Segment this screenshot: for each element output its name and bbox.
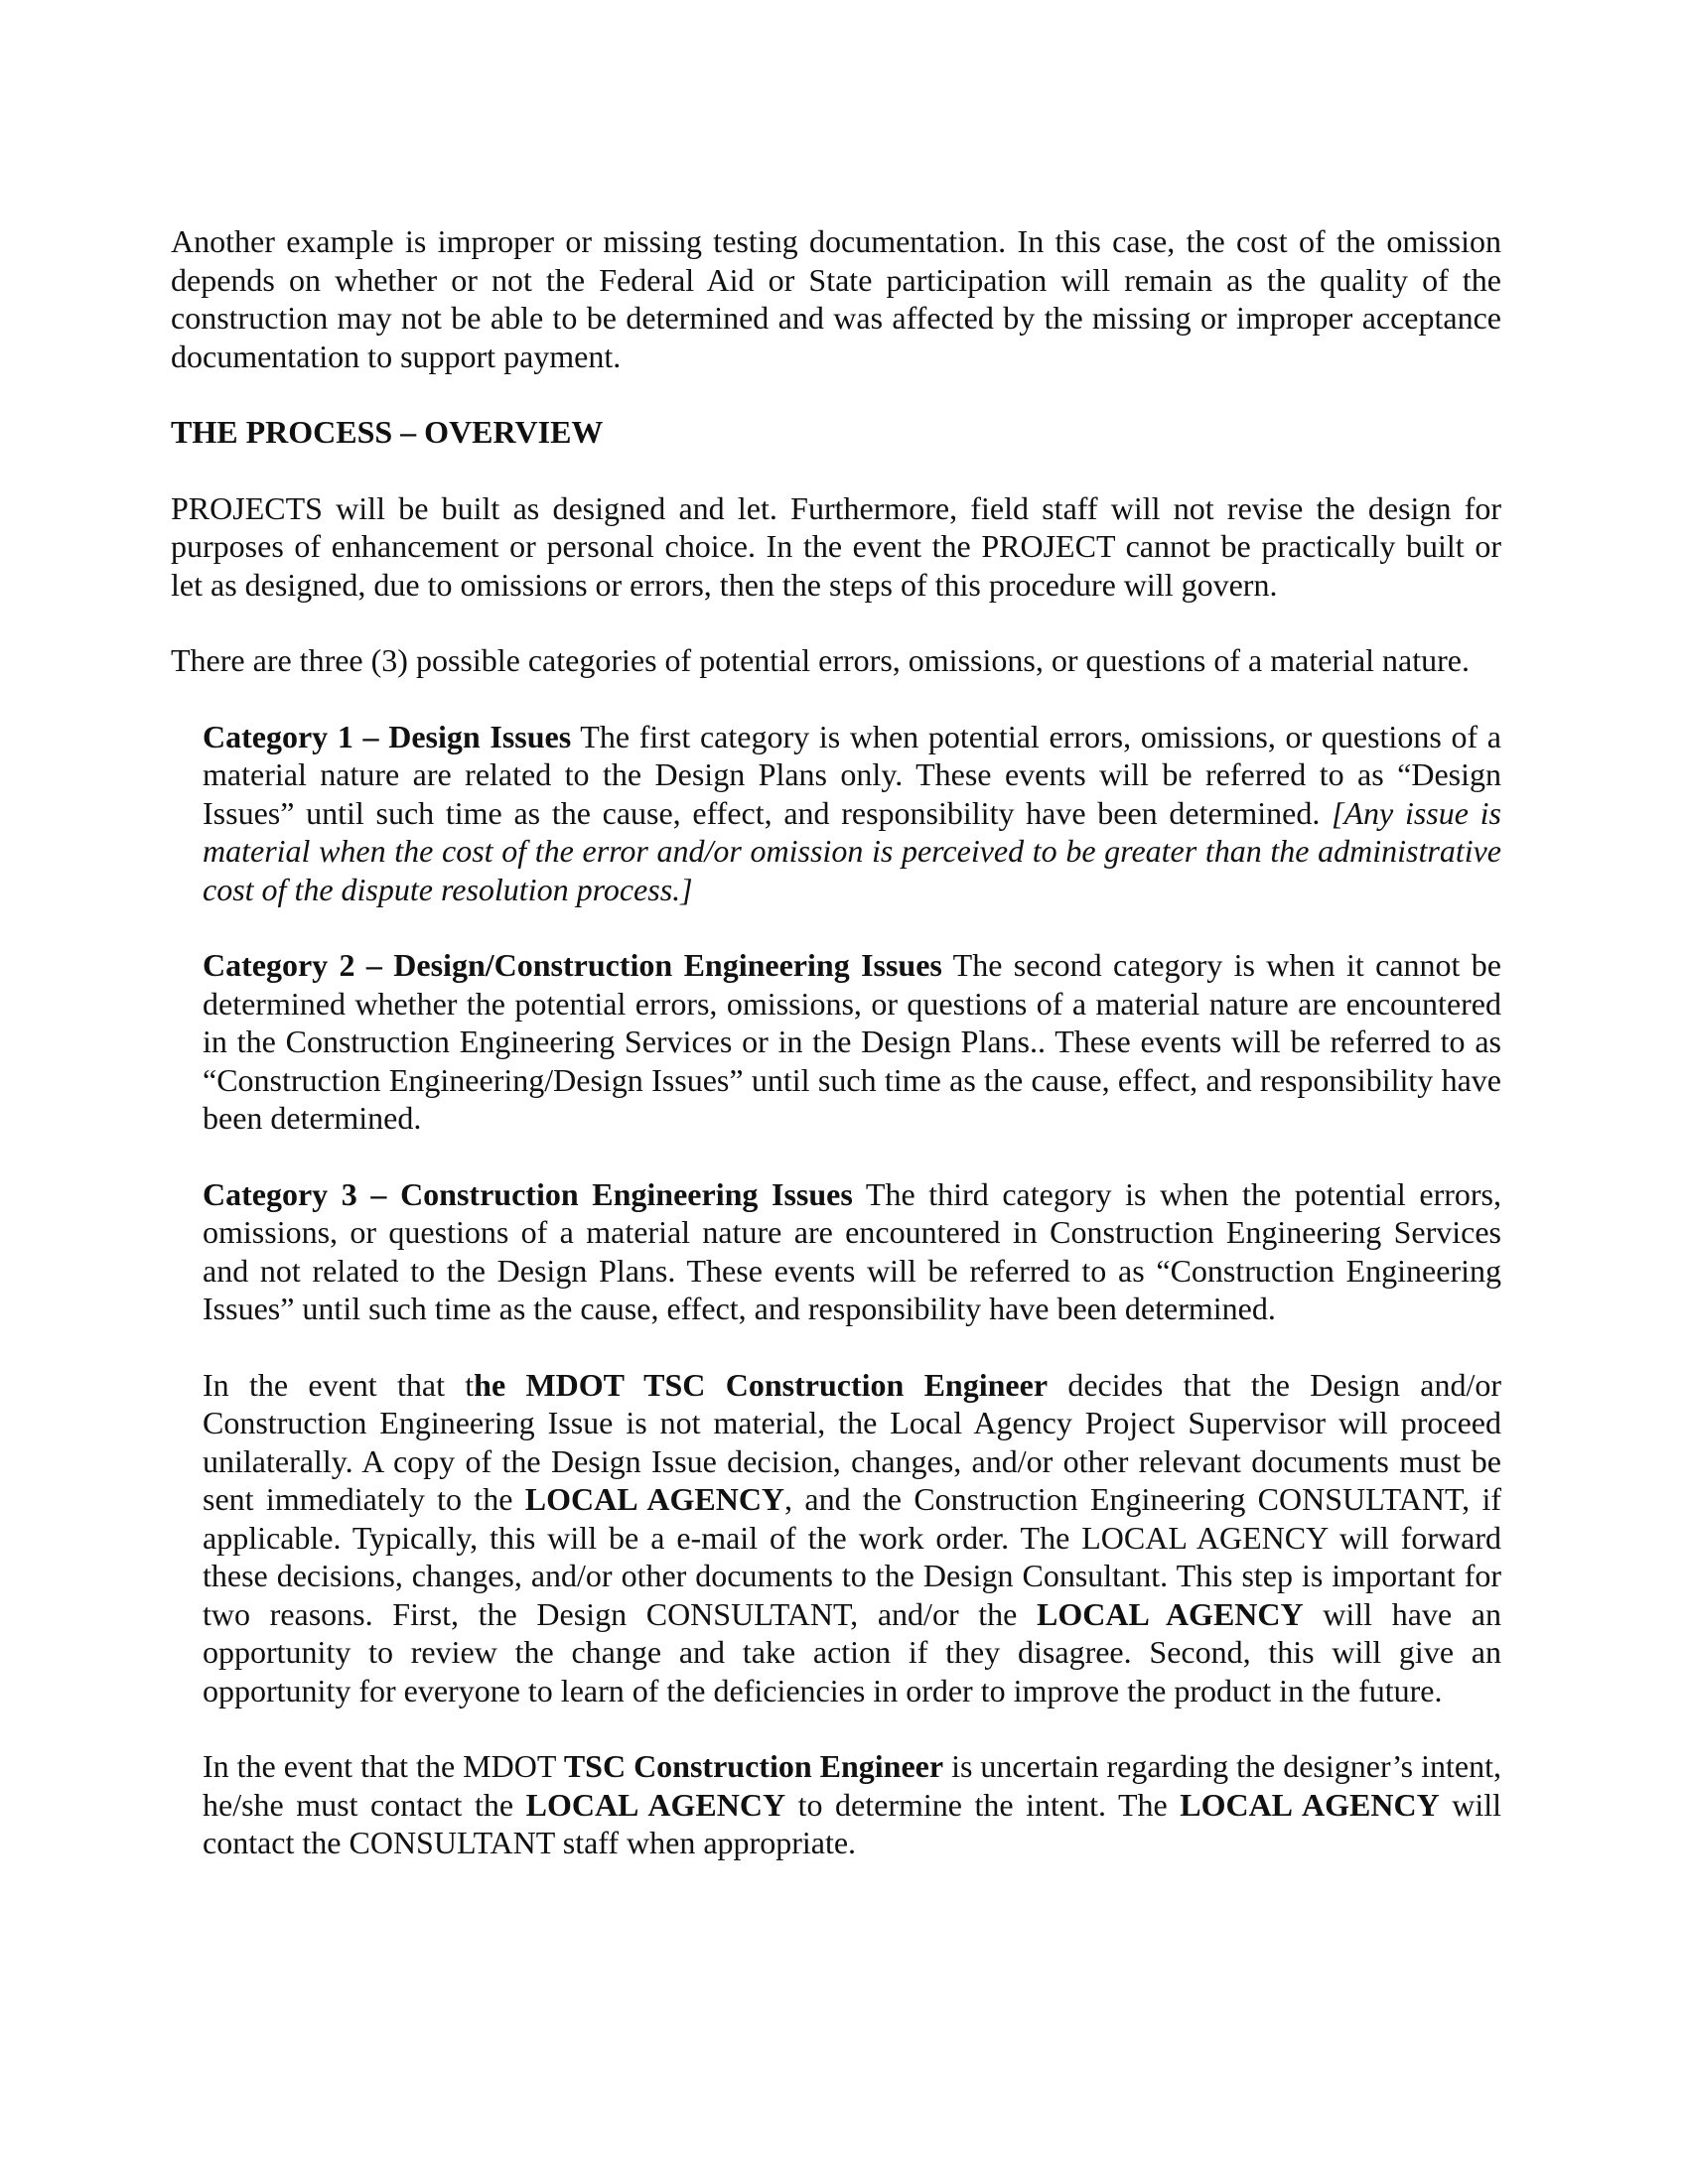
uncertain-intent-paragraph bbox=[203, 1747, 1501, 1862]
uncertain-bold-3: LOCAL AGENCY bbox=[1180, 1786, 1440, 1823]
intro-paragraph: Another example is improper or missing testing documentation. In this case, the cost of the omission depends on whether or not the Federal Aid or State participation will remain as the quality of the construction may not be able to be determined and was affected by the missing or improper acceptance documentation to support payment. bbox=[171, 223, 1501, 374]
material-bold-2: LOCAL AGENCY bbox=[524, 1481, 785, 1517]
uncertain-bold-1: TSC Construction Engineer bbox=[563, 1748, 944, 1784]
uncertain-text-1: In the event that the MDOT bbox=[203, 1748, 564, 1784]
category-1-note: [Any issue is material when the cost of the error and/or omission is perceived to be greater than the administrative cost of the dispute resolution process.] bbox=[203, 794, 1502, 907]
material-text-1: In the event that t bbox=[203, 1366, 475, 1403]
category-3-paragraph bbox=[203, 1175, 1501, 1328]
uncertain-text-3: to determine the intent. The bbox=[785, 1786, 1181, 1823]
category-3-title: Category 3 – Construction Engineering Issues bbox=[203, 1175, 853, 1212]
section-heading: THE PROCESS – OVERVIEW bbox=[171, 414, 604, 450]
uncertain-text-4: will contact the CONSULTANT staff when appropriate. bbox=[203, 1786, 1501, 1860]
material-bold-3: LOCAL AGENCY bbox=[1037, 1595, 1304, 1632]
uncertain-text-2: is uncertain regarding the designer’s intent, he/she must contact the bbox=[203, 1748, 1502, 1823]
uncertain-bold-2: LOCAL AGENCY bbox=[525, 1786, 786, 1823]
document-page bbox=[171, 222, 1501, 1862]
projects-paragraph: PROJECTS will be built as designed and let. Furthermore, field staff will not revise the design for purposes of enhancement or personal choice. In the event the PROJECT cannot be practically built or let as designed, due to omissions or errors, then the steps of this procedure will govern. bbox=[171, 489, 1501, 603]
category-1-title: Category 1 – Design Issues bbox=[203, 718, 572, 754]
category-1-paragraph bbox=[203, 718, 1501, 909]
category-2-paragraph bbox=[203, 946, 1501, 1138]
material-text-4: will have an opportunity to review the change and take action if they disagree. Second, this will give an opportunity for everyone to learn of the deficiencies in order to improve the product in the future. bbox=[203, 1595, 1502, 1708]
category-3-text: The third category is when the potential errors, omissions, or questions of a material nature are encountered in Construction Engineering Services and not related to the Design Plans. These events will be referred to as “Construction Engineering Issues” until such time as the cause, effect, and responsibility have been determined. bbox=[203, 1175, 1502, 1326]
categories-intro-paragraph: There are three (3) possible categories of potential errors, omissions, or questions of a material nature. bbox=[171, 642, 1470, 678]
category-2-title: Category 2 – Design/Construction Engineering Issues bbox=[203, 947, 942, 983]
material-bold-1: he MDOT TSC Construction Engineer bbox=[474, 1366, 1049, 1403]
category-1-text: The first category is when potential errors, omissions, or questions of a material nature are related to the Design Plans only. These events will be referred to as “Design Issues” until such time as the cause, effect, and responsibility have been determined. bbox=[203, 718, 1501, 831]
material-text-2: decides that the Design and/or Construction Engineering Issue is not material, the Local Agency Project Supervisor will proceed unilaterally. A copy of the Design Issue decision, changes, and/or other relevant documents must be sent immediately to the bbox=[203, 1366, 1502, 1517]
category-2-text: The second category is when it cannot be determined whether the potential errors, omissions, or questions of a material nature are encountered in the Construction Engineering Services or in the Design Plans.. These events will be referred to as “Construction Engineering/Design Issues” until such time as the cause, effect, and responsibility have been determined. bbox=[203, 947, 1502, 1136]
material-text-3: , and the Construction Engineering CONSULTANT, if applicable. Typically, this will be a e-mail of the work order. The LOCAL AGENCY will forward these decisions, changes, and/or other documents to the Design Consultant. This step is important for two reasons. First, the Design CONSULTANT, and/or the bbox=[203, 1481, 1502, 1632]
material-decision-paragraph bbox=[203, 1366, 1501, 1710]
